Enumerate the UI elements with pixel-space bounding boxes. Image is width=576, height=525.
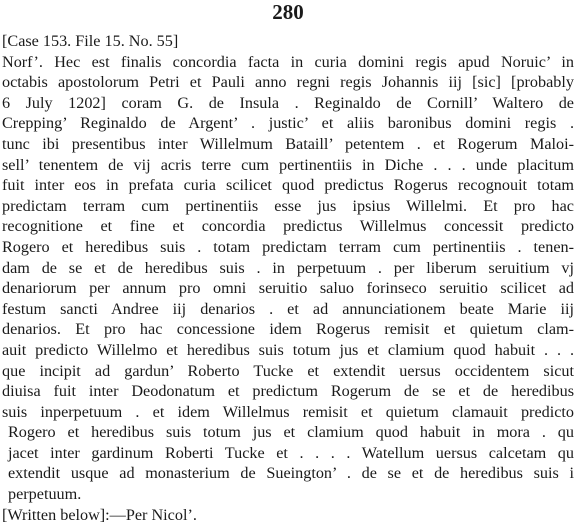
text-line: Norf’. Hec est finalis concordia facta in curia domini regis apud Noruic’ in: [2, 52, 574, 71]
text-line: denarios. Et pro hac concessione idem Rogerus remisit et quietum clam-: [2, 320, 574, 339]
text-line: Crepping’ Reginaldo de Argent’ . justic’ et aliis baronibus domini regis .: [2, 114, 574, 133]
text-line: 6 July 1202] coram G. de Insula . Reginaldo de Cornill’ Waltero de: [2, 93, 574, 112]
text-line: que incipit ad gardun’ Roberto Tucke et extendit uersus occidentem sicut: [2, 361, 574, 380]
text-line: tunc ibi presentibus inter Willelmum Bataill’ petentem . et Rogerum Maloi-: [2, 134, 574, 153]
text-line: Rogero et heredibus suis . totam predictam terram cum pertinentiis . tenen-: [2, 237, 574, 256]
text-line: perpetuum.: [8, 485, 82, 504]
text-line: suis inperpetuum . et idem Willelmus remisit et quietum clamauit predicto: [2, 402, 574, 421]
text-line: recognitione et fine et concordia predictus Willelmus concessit predicto: [2, 217, 574, 236]
written-below-line: [Written below]:—Per Nicol’.: [2, 505, 197, 524]
text-line: festum sancti Andree iij denarios . et ad annunciationem beate Marie iij: [2, 299, 574, 318]
text-line: denariorum per annum pro omni seruitio saluo forinseco seruitio scilicet ad: [2, 279, 574, 298]
text-line: auit predicto Willelmo et heredibus suis totum jus et clamium quod habuit . . .: [2, 340, 574, 359]
text-line: diuisa fuit inter Deodonatum et predictum Rogerum de se et de heredibus: [2, 382, 574, 401]
case-reference-line: [Case 153. File 15. No. 55]: [2, 32, 179, 50]
text-line: extendit usque ad monasterium de Sueington’ . de se et de heredibus suis i: [8, 464, 574, 483]
text-block: [2, 31, 574, 525]
text-line: dam de se et de heredibus suis . in perpetuum . per liberum seruitium vj: [2, 258, 574, 277]
text-line: fuit inter eos in prefata curia scilicet quod predictus Rogerus recognouit totam: [2, 176, 574, 195]
page-number: 280: [272, 0, 304, 24]
text-line: jacet inter gardinum Roberti Tucke et . . . . Watellum uersus calcetam qu: [8, 443, 574, 462]
text-line: predictam terram cum pertinentiis esse jus ipsius Willelmi. Et pro hac: [2, 196, 574, 215]
text-line: octabis apostolorum Petri et Pauli anno regni regis Johannis iij [sic] [probably: [2, 73, 574, 92]
text-line: sell’ tenentem de vij acris terre cum pertinentiis in Diche . . . unde placitum: [2, 155, 574, 174]
text-line: Rogero et heredibus suis totum jus et clamium quod habuit in mora . qu: [8, 423, 574, 442]
